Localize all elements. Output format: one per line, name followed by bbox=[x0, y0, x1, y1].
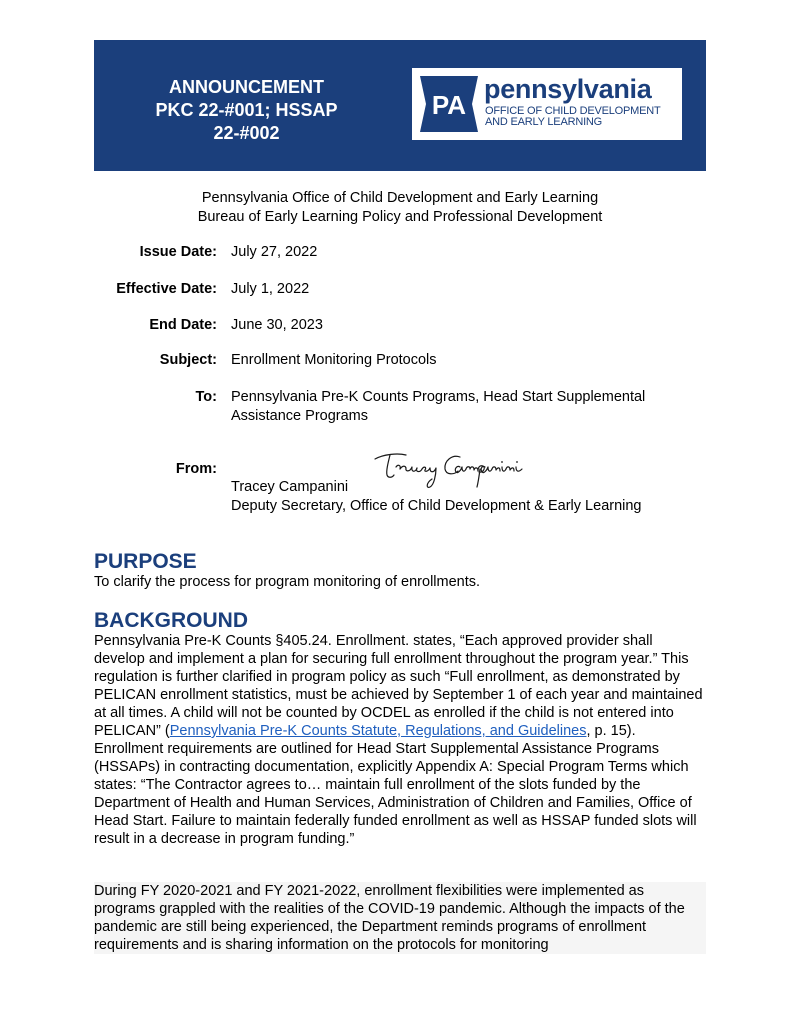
background-paragraph-1 bbox=[94, 632, 706, 848]
purpose-text: To clarify the process for program monitoring of enrollments. bbox=[94, 574, 481, 590]
subject-value: Enrollment Monitoring Protocols bbox=[231, 352, 437, 368]
banner-title-line-1: ANNOUNCEMENT bbox=[169, 77, 324, 97]
purpose-heading: PURPOSE bbox=[94, 550, 197, 573]
to-line-2: Assistance Programs bbox=[231, 408, 368, 424]
logo-office-line-1: OFFICE OF CHILD DEVELOPMENT bbox=[485, 105, 661, 117]
handwritten-signature bbox=[372, 447, 552, 491]
background-paragraph-1-text: Pennsylvania Pre-K Counts §405.24. Enrollment. states, “Each approved provider shall develop and implement a plan for securing full enrollment throughout the program year.” This regulation is further clarified in program policy as such “Full enrollment, as demonstrated by PELICAN enrollment statistics, must be achieved by September 1 of each year and maintained at all times. A child will not be counted by OCDEL as enrolled if the child is not entered into PELICAN” ( bbox=[94, 633, 703, 739]
to-label: To: bbox=[195, 389, 217, 405]
subject-label: Subject: bbox=[159, 352, 217, 368]
banner-title-line-3: 22-#002 bbox=[213, 123, 280, 143]
logo-office-name bbox=[485, 106, 680, 128]
keystone-icon bbox=[420, 76, 478, 132]
background-paragraph-1-continued: , p. 15). Enrollment requirements are outlined for Head Start Supplemental Assistance Programs (HSSAPs) in contracting documentation, explicitly Appendix A: Special Program Terms which states: “The Contractor agrees to… maintain full enrollment of the slots funded by the Department of Health and Human Services, Administration of Children and Families, Office of Head Start. Failure to maintain federally funded enrollment as well as HSSAP funded slots will result in a decrease in program funding.” bbox=[94, 723, 697, 847]
logo-mark: PA bbox=[431, 90, 467, 120]
effective-date-value: July 1, 2022 bbox=[231, 281, 310, 297]
end-date-value: June 30, 2023 bbox=[231, 317, 323, 333]
banner-title-line-2: PKC 22-#001; HSSAP bbox=[155, 100, 338, 120]
issue-date-value: July 27, 2022 bbox=[231, 244, 318, 260]
logo-wordmark: pennsylvania bbox=[484, 74, 652, 104]
org-line-2: Bureau of Early Learning Policy and Professional Development bbox=[197, 209, 603, 225]
from-name: Tracey Campanini bbox=[231, 479, 349, 495]
from-label: From: bbox=[175, 461, 217, 477]
issue-date-label: Issue Date: bbox=[139, 244, 217, 260]
org-line-1: Pennsylvania Office of Child Development and Early Learning bbox=[201, 190, 599, 206]
end-date-label: End Date: bbox=[149, 317, 217, 333]
pennsylvania-ocdel-logo bbox=[412, 68, 682, 140]
announcement-title bbox=[124, 76, 369, 145]
background-heading: BACKGROUND bbox=[94, 609, 248, 632]
effective-date-label: Effective Date: bbox=[116, 281, 217, 297]
to-line-1: Pennsylvania Pre-K Counts Programs, Head Start Supplemental bbox=[231, 389, 646, 405]
organization-header bbox=[0, 189, 800, 227]
from-title: Deputy Secretary, Office of Child Development & Early Learning bbox=[231, 498, 642, 514]
to-value bbox=[231, 388, 701, 426]
logo-office-line-2: AND EARLY LEARNING bbox=[485, 116, 603, 128]
announcement-banner bbox=[94, 40, 706, 171]
pre-k-counts-guidelines-link[interactable]: Pennsylvania Pre-K Counts Statute, Regulations, and Guidelines bbox=[169, 723, 587, 739]
background-paragraph-2: During FY 2020-2021 and FY 2021-2022, enrollment flexibilities were implemented as programs grappled with the realities of the COVID-19 pandemic. Although the impacts of the pandemic are still being experienced, the Department reminds programs of enrollment requirements and is sharing information on the protocols for monitoring bbox=[94, 882, 706, 954]
